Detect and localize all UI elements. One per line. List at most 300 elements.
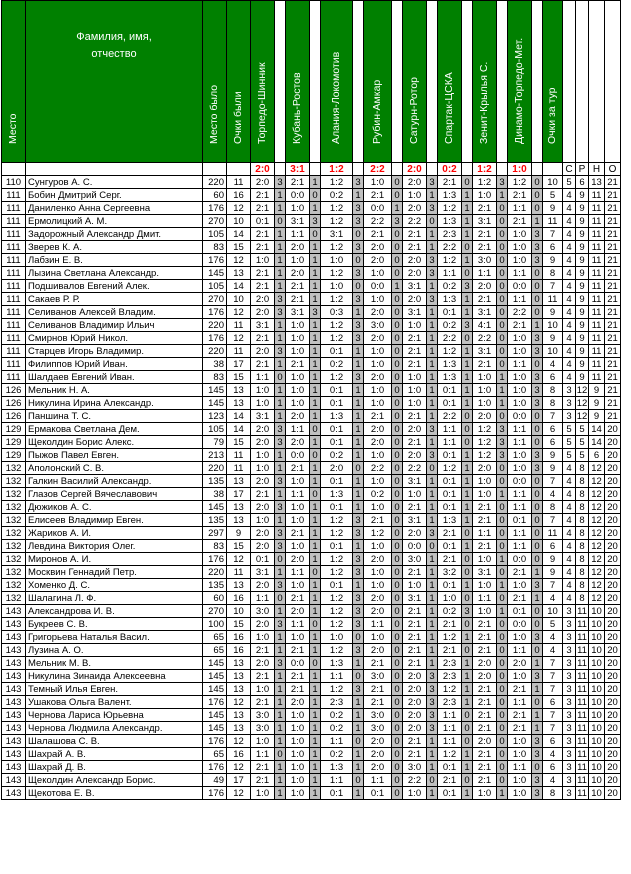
forecast-cell: 1:0 <box>286 384 310 397</box>
stat-cell: 20 <box>605 683 621 696</box>
forecast-cell: 1:1 <box>251 371 275 384</box>
stat-cell: 3 <box>563 735 576 748</box>
forecast-points-cell: 3 <box>353 566 364 579</box>
forecast-cell: 2:1 <box>403 644 427 657</box>
points-before-cell: 12 <box>227 306 251 319</box>
forecast-cell: 0:2 <box>321 449 353 462</box>
name-cell: Ушакова Ольга Валент. <box>26 696 203 709</box>
points-before-cell: 17 <box>227 774 251 787</box>
forecast-cell: 1:0 <box>508 748 532 761</box>
table-row <box>2 748 621 761</box>
round-points-cell: 7 <box>543 657 563 670</box>
forecast-cell: 1:0 <box>473 475 497 488</box>
forecast-cell: 1:0 <box>508 332 532 345</box>
forecast-points-cell: 3 <box>427 670 438 683</box>
stat-cell: 3 <box>563 709 576 722</box>
forecast-points-cell: 1 <box>310 696 321 709</box>
round-points-cell: 7 <box>543 722 563 735</box>
forecast-cell: 1:0 <box>473 371 497 384</box>
name-cell: Чернова Лариса Юрьевна <box>26 709 203 722</box>
forecast-cell: 2:0 <box>251 540 275 553</box>
forecast-cell: 2:0 <box>364 605 392 618</box>
forecast-cell: 1:2 <box>473 176 497 189</box>
points-before-cell: 16 <box>227 189 251 202</box>
points-before-cell: 13 <box>227 657 251 670</box>
forecast-points-cell: 0 <box>392 488 403 501</box>
table-row <box>2 709 621 722</box>
stat-cell: 21 <box>605 397 621 410</box>
result-2: 3:1 <box>286 163 310 176</box>
stat-cell: 9 <box>589 397 605 410</box>
stat-cell: 10 <box>589 631 605 644</box>
round-points-cell: 6 <box>543 241 563 254</box>
forecast-points-cell: 3 <box>310 215 321 228</box>
result-7: 1:2 <box>473 163 497 176</box>
forecast-cell: 0:1 <box>321 436 353 449</box>
forecast-cell: 2:1 <box>473 358 497 371</box>
forecast-points-cell: 1 <box>353 397 364 410</box>
stat-cell: 10 <box>589 787 605 800</box>
round-points-cell: 7 <box>543 410 563 423</box>
forecast-cell: 3:0 <box>473 254 497 267</box>
table-row <box>2 475 621 488</box>
place-before-cell: 176 <box>203 735 227 748</box>
round-points-cell: 7 <box>543 670 563 683</box>
table-row <box>2 306 621 319</box>
forecast-points-cell: 1 <box>353 501 364 514</box>
forecast-points-cell: 1 <box>310 670 321 683</box>
forecast-points-cell: 1 <box>275 384 286 397</box>
forecast-cell: 2:1 <box>403 332 427 345</box>
forecast-cell: 1:0 <box>508 579 532 592</box>
forecast-points-cell: 1 <box>310 384 321 397</box>
forecast-cell: 1:2 <box>438 462 462 475</box>
place-before-cell: 176 <box>203 696 227 709</box>
place-before-cell: 176 <box>203 761 227 774</box>
round-points-cell: 11 <box>543 215 563 228</box>
stat-cell: 20 <box>605 449 621 462</box>
forecast-cell: 1:0 <box>473 397 497 410</box>
forecast-cell: 1:1 <box>508 423 532 436</box>
forecast-cell: 2:0 <box>286 267 310 280</box>
forecast-cell: 2:1 <box>403 605 427 618</box>
results-cell-empty <box>543 163 563 176</box>
name-cell: Сакаев Р. Р. <box>26 293 203 306</box>
header-gap <box>275 1 286 163</box>
place-before-cell: 145 <box>203 722 227 735</box>
forecast-points-cell: 1 <box>310 332 321 345</box>
place-before-cell: 220 <box>203 462 227 475</box>
forecast-cell: 2:1 <box>251 332 275 345</box>
forecast-cell: 0:0 <box>286 189 310 202</box>
forecast-cell: 2:1 <box>403 241 427 254</box>
forecast-cell: 1:0 <box>508 397 532 410</box>
forecast-points-cell: 0 <box>532 358 543 371</box>
forecast-cell: 1:1 <box>438 436 462 449</box>
stat-cell: 11 <box>577 657 587 669</box>
forecast-cell: 2:1 <box>403 436 427 449</box>
forecast-cell: 2:1 <box>473 644 497 657</box>
forecast-points-cell: 0 <box>462 423 473 436</box>
forecast-cell: 2:2 <box>403 462 427 475</box>
name-cell: Лызина Светлана Александр. <box>26 267 203 280</box>
points-before-cell: 11 <box>227 462 251 475</box>
forecast-cell: 1:1 <box>508 644 532 657</box>
forecast-cell: 1:2 <box>321 683 353 696</box>
forecast-cell: 2:0 <box>403 423 427 436</box>
name-cell: Шахрай Д. В. <box>26 761 203 774</box>
forecast-points-cell: 1 <box>353 761 364 774</box>
forecast-points-cell: 0 <box>275 215 286 228</box>
forecast-points-cell: 0 <box>392 631 403 644</box>
stat-cell: 21 <box>605 215 621 228</box>
forecast-cell: 2:2 <box>403 774 427 787</box>
forecast-points-cell: 0 <box>497 293 508 306</box>
points-before-cell: 11 <box>227 319 251 332</box>
points-before-cell: 11 <box>227 566 251 579</box>
forecast-points-cell: 3 <box>532 631 543 644</box>
place-cell: 111 <box>2 202 26 215</box>
name-cell: Пыжов Павел Евген. <box>26 449 203 462</box>
forecast-cell: 2:1 <box>403 631 427 644</box>
round-points-cell: 6 <box>543 761 563 774</box>
round-points-cell: 8 <box>543 384 563 397</box>
forecast-points-cell: 1 <box>275 631 286 644</box>
forecast-cell: 1:0 <box>508 774 532 787</box>
stat-cell: 21 <box>605 228 621 241</box>
place-cell: 111 <box>2 267 26 280</box>
forecast-cell: 1:2 <box>321 644 353 657</box>
forecast-points-cell: 3 <box>427 709 438 722</box>
stat-cell: 11 <box>589 189 605 202</box>
place-before-cell: 135 <box>203 475 227 488</box>
name-cell: Глазов Сергей Вячеславович <box>26 488 203 501</box>
forecast-cell: 1:2 <box>438 631 462 644</box>
forecast-points-cell: 0 <box>392 176 403 189</box>
table-row <box>2 774 621 787</box>
forecast-points-cell: 1 <box>310 241 321 254</box>
forecast-cell: 1:0 <box>251 397 275 410</box>
points-before-cell: 12 <box>227 332 251 345</box>
forecast-cell: 1:0 <box>508 787 532 800</box>
stat-cell: 11 <box>577 631 587 643</box>
forecast-points-cell: 0 <box>392 592 403 605</box>
forecast-points-cell: 1 <box>532 657 543 670</box>
forecast-points-cell: 1 <box>310 280 321 293</box>
header-gap <box>427 1 438 163</box>
forecast-cell: 1:2 <box>321 514 353 527</box>
forecast-cell: 2:0 <box>251 436 275 449</box>
forecast-points-cell: 3 <box>275 657 286 670</box>
header-gap <box>462 1 473 163</box>
forecast-points-cell: 3 <box>532 579 543 592</box>
forecast-points-cell: 1 <box>462 384 473 397</box>
place-before-cell: 220 <box>203 319 227 332</box>
stat-cell: 12 <box>589 540 605 553</box>
forecast-points-cell: 1 <box>532 319 543 332</box>
table-row <box>2 761 621 774</box>
forecast-cell: 2:1 <box>473 241 497 254</box>
forecast-points-cell: 3 <box>353 293 364 306</box>
forecast-points-cell: 1 <box>310 527 321 540</box>
place-cell: 143 <box>2 618 26 631</box>
forecast-points-cell: 1 <box>427 371 438 384</box>
forecast-points-cell: 1 <box>427 605 438 618</box>
forecast-cell: 1:0 <box>508 449 532 462</box>
forecast-cell: 2:0 <box>473 410 497 423</box>
forecast-cell: 0:1 <box>438 488 462 501</box>
stat-cell: 9 <box>576 358 589 371</box>
forecast-cell: 2:1 <box>473 631 497 644</box>
header-match-5: Сатурн-Ротор <box>403 1 427 163</box>
forecast-points-cell: 0 <box>392 644 403 657</box>
forecast-cell: 2:1 <box>286 280 310 293</box>
forecast-cell: 2:1 <box>403 358 427 371</box>
stat-cell: 11 <box>577 618 587 630</box>
place-cell: 129 <box>2 449 26 462</box>
forecast-cell: 1:0 <box>364 293 392 306</box>
forecast-cell: 2:1 <box>473 618 497 631</box>
forecast-points-cell: 1 <box>462 228 473 241</box>
stat-cell: 9 <box>589 410 605 423</box>
stat-cell: 8 <box>576 592 589 605</box>
forecast-cell: 2:1 <box>508 592 532 605</box>
forecast-points-cell: 0 <box>275 592 286 605</box>
forecast-cell: 0:1 <box>438 787 462 800</box>
header-match-6: Спартак-ЦСКА <box>438 1 462 163</box>
forecast-points-cell: 0 <box>392 371 403 384</box>
forecast-points-cell: 1 <box>353 696 364 709</box>
forecast-points-cell: 1 <box>275 267 286 280</box>
forecast-cell: 2:1 <box>251 280 275 293</box>
tail-header-s: С <box>563 163 576 176</box>
forecast-points-cell: 1 <box>310 644 321 657</box>
forecast-cell: 3:1 <box>473 215 497 228</box>
place-before-cell: 49 <box>203 774 227 787</box>
round-points-cell: 10 <box>543 176 563 189</box>
round-points-cell: 4 <box>543 774 563 787</box>
stat-cell: 3 <box>563 787 576 800</box>
forecast-points-cell: 1 <box>427 644 438 657</box>
forecast-cell: 0:1 <box>438 579 462 592</box>
points-before-cell: 17 <box>227 488 251 501</box>
forecast-cell: 1:3 <box>438 371 462 384</box>
stat-cell: 11 <box>577 761 587 773</box>
forecast-cell: 2:1 <box>286 527 310 540</box>
forecast-points-cell: 0 <box>310 228 321 241</box>
forecast-points-cell: 1 <box>427 332 438 345</box>
stat-cell: 10 <box>589 722 605 735</box>
points-before-cell: 13 <box>227 475 251 488</box>
forecast-points-cell: 1 <box>427 501 438 514</box>
forecast-cell: 2:1 <box>438 774 462 787</box>
place-before-cell: 83 <box>203 241 227 254</box>
forecast-points-cell: 1 <box>427 306 438 319</box>
forecast-points-cell: 1 <box>462 787 473 800</box>
place-cell: 111 <box>2 254 26 267</box>
stat-cell: 3 <box>563 696 576 709</box>
forecast-cell: 2:1 <box>403 566 427 579</box>
stat-cell: 4 <box>563 371 576 384</box>
forecast-cell: 2:0 <box>364 553 392 566</box>
forecast-points-cell: 0 <box>392 670 403 683</box>
stat-cell: 4 <box>563 592 576 605</box>
forecast-points-cell: 0 <box>310 566 321 579</box>
place-cell: 143 <box>2 670 26 683</box>
stat-cell: 11 <box>589 345 605 358</box>
forecast-cell: 2:1 <box>508 189 532 202</box>
stat-cell: 11 <box>577 774 587 786</box>
forecast-points-cell: 0 <box>532 540 543 553</box>
name-cell: Бобин Дмитрий Серг. <box>26 189 203 202</box>
place-cell: 132 <box>2 579 26 592</box>
forecast-cell: 1:0 <box>286 254 310 267</box>
forecast-points-cell: 1 <box>427 735 438 748</box>
round-points-cell: 11 <box>543 527 563 540</box>
forecast-cell: 1:0 <box>508 462 532 475</box>
forecast-cell: 2:0 <box>473 280 497 293</box>
forecast-points-cell: 0 <box>392 735 403 748</box>
forecast-cell: 1:1 <box>321 774 353 787</box>
forecast-cell: 0:2 <box>321 709 353 722</box>
stat-cell: 11 <box>577 605 587 617</box>
forecast-cell: 2:1 <box>364 657 392 670</box>
place-before-cell: 145 <box>203 267 227 280</box>
forecast-cell: 0:2 <box>438 280 462 293</box>
name-cell: Левдина Виктория Олег. <box>26 540 203 553</box>
forecast-points-cell: 1 <box>275 280 286 293</box>
forecast-cell: 2:1 <box>508 319 532 332</box>
place-cell: 132 <box>2 475 26 488</box>
forecast-cell: 0:1 <box>321 501 353 514</box>
forecast-points-cell: 1 <box>275 462 286 475</box>
forecast-points-cell: 1 <box>462 215 473 228</box>
place-before-cell: 270 <box>203 293 227 306</box>
place-cell: 143 <box>2 787 26 800</box>
table-row <box>2 553 621 566</box>
name-cell: Шалдаев Евгений Иван. <box>26 371 203 384</box>
forecast-cell: 1:1 <box>473 527 497 540</box>
forecast-cell: 2:1 <box>473 722 497 735</box>
forecast-points-cell: 0 <box>497 345 508 358</box>
forecast-cell: 1:0 <box>364 267 392 280</box>
forecast-points-cell: 3 <box>353 514 364 527</box>
forecast-cell: 2:1 <box>473 293 497 306</box>
stat-cell: 4 <box>563 241 576 254</box>
place-cell: 143 <box>2 644 26 657</box>
forecast-points-cell: 1 <box>275 722 286 735</box>
forecast-cell: 1:0 <box>403 189 427 202</box>
table-row <box>2 371 621 384</box>
forecast-cell: 1:1 <box>508 761 532 774</box>
place-cell: 111 <box>2 358 26 371</box>
forecast-cell: 1:2 <box>438 345 462 358</box>
stat-cell: 13 <box>589 176 605 189</box>
forecast-cell: 2:1 <box>364 696 392 709</box>
place-before-cell: 145 <box>203 384 227 397</box>
forecast-cell: 1:0 <box>251 462 275 475</box>
forecast-points-cell: 0 <box>462 527 473 540</box>
place-cell: 132 <box>2 592 26 605</box>
forecast-cell: 2:1 <box>286 462 310 475</box>
forecast-cell: 1:1 <box>438 735 462 748</box>
stat-cell: 10 <box>589 709 605 722</box>
stat-cell: 3 <box>563 384 576 397</box>
forecast-cell: 2:0 <box>403 683 427 696</box>
forecast-points-cell: 3 <box>275 423 286 436</box>
table-row <box>2 358 621 371</box>
name-cell: Дюжиков А. С. <box>26 501 203 514</box>
forecast-points-cell: 3 <box>532 787 543 800</box>
forecast-points-cell: 3 <box>353 241 364 254</box>
forecast-points-cell: 3 <box>532 670 543 683</box>
forecast-points-cell: 1 <box>427 566 438 579</box>
forecast-points-cell: 3 <box>497 423 508 436</box>
forecast-points-cell: 1 <box>497 605 508 618</box>
forecast-cell: 3:1 <box>473 306 497 319</box>
name-cell: Александрова И. В. <box>26 605 203 618</box>
stat-cell: 5 <box>576 449 589 462</box>
forecast-cell: 3:0 <box>364 722 392 735</box>
forecast-points-cell: 0 <box>462 436 473 449</box>
header-place: Место <box>2 1 26 163</box>
forecast-points-cell: 3 <box>427 683 438 696</box>
forecast-points-cell: 0 <box>392 748 403 761</box>
forecast-points-cell: 0 <box>353 254 364 267</box>
forecast-cell: 0:0 <box>508 280 532 293</box>
forecast-cell: 2:1 <box>286 670 310 683</box>
forecast-cell: 1:0 <box>286 475 310 488</box>
forecast-points-cell: 0 <box>392 462 403 475</box>
stat-cell: 21 <box>605 306 621 319</box>
table-row <box>2 384 621 397</box>
forecast-points-cell: 1 <box>310 709 321 722</box>
forecast-cell: 1:0 <box>251 514 275 527</box>
forecast-points-cell: 3 <box>353 267 364 280</box>
header-gap <box>353 1 364 163</box>
forecast-cell: 1:0 <box>251 735 275 748</box>
forecast-cell: 2:1 <box>403 501 427 514</box>
table-row <box>2 462 621 475</box>
forecast-points-cell: 3 <box>275 436 286 449</box>
forecast-cell: 0:1 <box>251 215 275 228</box>
place-cell: 111 <box>2 332 26 345</box>
forecast-points-cell: 1 <box>275 605 286 618</box>
forecast-points-cell: 3 <box>275 475 286 488</box>
forecast-points-cell: 0 <box>392 657 403 670</box>
table-row <box>2 735 621 748</box>
stat-cell: 21 <box>605 410 621 423</box>
forecast-points-cell: 1 <box>310 761 321 774</box>
forecast-cell: 2:3 <box>321 696 353 709</box>
forecast-cell: 2:1 <box>403 657 427 670</box>
forecast-points-cell: 1 <box>310 254 321 267</box>
forecast-cell: 2:3 <box>438 696 462 709</box>
forecast-cell: 1:1 <box>508 202 532 215</box>
forecast-cell: 0:0 <box>286 657 310 670</box>
forecast-cell: 0:2 <box>321 358 353 371</box>
forecast-points-cell: 1 <box>275 202 286 215</box>
forecast-points-cell: 0 <box>310 423 321 436</box>
forecast-points-cell: 3 <box>275 618 286 631</box>
points-before-cell: 16 <box>227 592 251 605</box>
forecast-points-cell: 0 <box>497 631 508 644</box>
forecast-cell: 0:1 <box>321 540 353 553</box>
results-cell-empty <box>462 163 473 176</box>
forecast-points-cell: 1 <box>462 579 473 592</box>
forecast-cell: 1:3 <box>321 761 353 774</box>
forecast-points-cell: 0 <box>275 553 286 566</box>
